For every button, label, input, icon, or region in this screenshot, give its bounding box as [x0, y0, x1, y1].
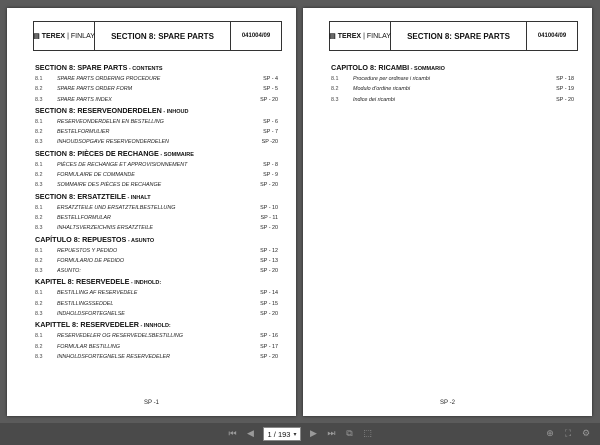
logo-sub-text: FINLAY [366, 32, 391, 40]
toc-section-heading [35, 276, 278, 288]
pdf-page-2 [303, 8, 592, 416]
document-code: 041004/09 [526, 22, 577, 50]
toc-entry-text: BESTILLINGSSEDDEL [57, 300, 114, 307]
toc-entry-page: SP - 19 [556, 86, 574, 93]
page-footer: SP -1 [144, 400, 159, 406]
toc-entry-text: INHOUDSOPGAVE RESERVEONDERDELEN [57, 139, 169, 146]
last-page-icon[interactable]: ⏭ [327, 429, 336, 439]
page-header [329, 21, 578, 51]
terex-logo-icon: ▤ [33, 33, 40, 40]
toc-entry-page: SP - 13 [260, 257, 278, 264]
toc-entry[interactable] [35, 213, 278, 223]
toc-entry-number: 8.3 [331, 96, 339, 103]
toc-entry-page: SP - 14 [260, 290, 278, 297]
document-code: 041004/09 [230, 22, 281, 50]
page-header [33, 21, 282, 51]
toc-entry-text: SPARE PARTS INDEX [57, 96, 112, 103]
fit-page-icon[interactable]: ⧉ [346, 429, 353, 439]
toc-section-title: SECTION 8: PIÈCES DE RECHANGE [35, 148, 159, 158]
toc-entry-text: REPUESTOS Y PEDIDO [57, 247, 118, 254]
toc-entry-page: SP - 18 [556, 76, 574, 82]
toc-entry-text: PIÈCES DE RECHANGE ET APPROVISIONNEMENT [57, 161, 188, 168]
logo-text: TEREX [41, 32, 66, 40]
toc-entry-number: 8.3 [35, 139, 43, 146]
page-number-input[interactable] [263, 427, 302, 441]
toc-entry-page: SP - 9 [263, 172, 278, 179]
fit-width-icon[interactable]: ⬚ [363, 429, 372, 439]
toc-entry[interactable] [35, 299, 278, 309]
table-of-contents [35, 62, 278, 362]
terex-finlay-logo: ▤ TEREX | FINLAY [34, 22, 95, 50]
toc-section-suffix: - ASUNTO [126, 237, 155, 244]
toc-entry[interactable] [35, 127, 278, 137]
toc-entry-page: SP - 20 [260, 353, 278, 360]
toc-entry-page: SP - 11 [260, 214, 278, 221]
toc-entry-page: SP - 12 [260, 247, 278, 254]
toc-entry-page: SP - 10 [260, 204, 278, 211]
toc-entry-text: FORMULAIRE DE COMMANDE [57, 172, 135, 179]
toc-entry[interactable] [35, 95, 278, 105]
toc-entry[interactable] [331, 84, 574, 94]
toc-entry-number: 8.3 [35, 353, 43, 360]
toc-section-suffix: - CONTENTS [127, 66, 163, 72]
toc-entry-text: SPARE PARTS ORDER FORM [57, 86, 133, 93]
toc-entry-page: SP - 17 [260, 343, 278, 350]
toc-entry-page: SP - 8 [263, 161, 278, 168]
toc-section-suffix: - SOMMARIO [409, 66, 445, 72]
toc-entry[interactable] [35, 288, 278, 298]
toc-entry-text: Procedure per ordinare i ricambi [353, 76, 431, 82]
toc-entry-number: 8.1 [35, 333, 43, 340]
toc-entry[interactable] [35, 160, 278, 170]
toc-entry-number: 8.2 [35, 172, 43, 179]
toc-entry[interactable] [35, 84, 278, 94]
section-title: SECTION 8: SPARE PARTS [407, 31, 510, 41]
toc-entry[interactable] [35, 137, 278, 147]
table-of-contents [331, 62, 574, 105]
toc-entry-page: SP - 20 [260, 311, 278, 318]
toc-entry-text: INHALTSVERZEICHNIS ERSATZTEILE [57, 225, 153, 232]
toc-section-title: CAPITOLO 8: RICAMBI [331, 63, 410, 72]
toc-entry-text: SOMMAIRE DES PIÈCES DE RECHANGE [57, 182, 162, 189]
toc-entry-page: SP - 4 [263, 76, 278, 82]
page-footer: SP -2 [440, 400, 455, 406]
toc-entry-text: INDHOLDSFORTEGNELSE [57, 311, 125, 318]
toc-entry-page: SP - 20 [260, 96, 278, 103]
toc-section-heading [331, 62, 574, 74]
prev-page-icon[interactable]: ◀ [247, 429, 254, 439]
toc-entry-text: BESTELFORMULIER [57, 129, 110, 136]
toc-entry-number: 8.1 [35, 76, 43, 82]
toc-entry[interactable] [35, 342, 278, 352]
toc-entry-number: 8.1 [35, 204, 43, 211]
toc-entry-page: SP - 16 [260, 333, 278, 340]
toc-section-heading [35, 148, 278, 160]
zoom-icon[interactable]: ⊕ [546, 429, 554, 439]
toc-entry-number: 8.1 [35, 161, 43, 168]
toc-entry-number: 8.2 [35, 129, 43, 136]
toc-section-heading [35, 62, 278, 74]
toc-entry-number: 8.2 [35, 257, 43, 264]
toc-entry-page: SP - 5 [263, 86, 278, 93]
toc-entry-text: Modulo d'ordine ricambi [353, 86, 411, 93]
terex-finlay-logo: ▤ TEREX | FINLAY [330, 22, 391, 50]
toc-entry-number: 8.3 [35, 268, 43, 275]
toc-entry-number: 8.2 [35, 300, 43, 307]
toc-entry-text: BESTELLFORMULAR [57, 214, 111, 221]
toc-entry-text: FORMULARIO DE PEDIDO [57, 257, 125, 264]
next-page-icon[interactable]: ▶ [310, 429, 317, 439]
toc-entry-page: SP - 7 [263, 129, 278, 136]
toc-entry-page: SP - 20 [260, 182, 278, 189]
settings-icon[interactable]: ⚙ [581, 429, 591, 439]
logo-text: TEREX [337, 32, 362, 40]
toc-entry-page: SP - 20 [260, 225, 278, 232]
toc-entry[interactable] [35, 256, 278, 266]
toc-entry[interactable] [35, 117, 278, 127]
toc-entry-number: 8.3 [35, 311, 43, 318]
pdf-page-1 [7, 8, 296, 416]
toc-section-title: SECTION 8: SPARE PARTS [35, 63, 128, 72]
toc-entry-text: ASUNTO: [57, 268, 81, 275]
toc-entry-page: SP - 20 [260, 268, 278, 275]
toc-section-title: CAPÍTULO 8: REPUESTOS [35, 234, 127, 244]
toc-entry-number: 8.2 [35, 86, 43, 93]
terex-logo-icon: ▤ [329, 33, 336, 40]
toc-entry-number: 8.1 [331, 76, 339, 82]
toc-section-heading [35, 191, 278, 203]
toc-entry-number: 8.1 [35, 247, 43, 254]
toc-entry[interactable] [35, 352, 278, 362]
toc-entry-number: 8.2 [331, 86, 339, 93]
toc-entry-page: SP - 6 [263, 118, 278, 125]
page-number-value[interactable]: 1 / 193 [267, 429, 291, 439]
toc-entry[interactable] [35, 246, 278, 256]
toc-section-title: KAPITEL 8: RESERVEDELE [35, 277, 130, 287]
toc-entry-number: 8.2 [35, 343, 43, 350]
toolbar-right-group [544, 428, 592, 440]
toc-section-suffix: - INHOUD [161, 108, 189, 115]
toc-entry-number: 8.1 [35, 290, 43, 297]
toc-entry-page: SP - 15 [260, 300, 278, 307]
toc-entry[interactable] [35, 170, 278, 180]
toc-entry-text: SPARE PARTS ORDERING PROCEDURE [57, 76, 161, 82]
toc-section-heading [35, 234, 278, 246]
fullscreen-icon[interactable]: ⛶ [564, 429, 572, 439]
toc-section-heading [35, 319, 278, 331]
toc-entry[interactable] [35, 223, 278, 233]
toc-section-title: SECTION 8: RESERVEONDERDELEN [35, 105, 162, 115]
toc-entry-number: 8.3 [35, 96, 43, 103]
toc-entry-text: BESTILLING AF RESERVEDELE [57, 290, 138, 297]
toc-entry-number: 8.2 [35, 214, 43, 221]
logo-sub-text: FINLAY [70, 32, 95, 40]
toc-entry[interactable] [35, 266, 278, 276]
toc-entry[interactable] [331, 95, 574, 105]
toc-section-title: SECTION 8: ERSATZTEILE [35, 191, 126, 201]
toc-entry-number: 8.1 [35, 118, 43, 125]
toc-entry-text: RESERVEONDERDELEN EN BESTELLING [57, 118, 164, 125]
pdf-viewer-toolbar [0, 423, 600, 445]
first-page-icon[interactable]: ⏮ [228, 429, 237, 439]
toc-section-suffix: - INNHOLD: [138, 323, 171, 330]
toc-entry-text: ERSATZTEILE UND ERSATZTEILBESTELLUNG [57, 204, 176, 211]
toc-entry[interactable] [331, 74, 574, 84]
section-title: SECTION 8: SPARE PARTS [111, 31, 214, 41]
toc-entry-text: FORMULAR BESTILLING [57, 343, 120, 350]
toc-entry-text: Indice dei ricambi [353, 96, 395, 103]
toc-section-suffix: - INDHOLD: [129, 280, 162, 287]
toc-entry-text: INNHOLDSFORTEGNELSE RESERVEDELER [57, 353, 171, 360]
toc-entry[interactable] [35, 309, 278, 319]
toc-entry-text: RESERVEDELER OG RESERVEDELSBESTILLING [57, 333, 183, 340]
toc-entry-number: 8.3 [35, 225, 43, 232]
toc-entry-number: 8.3 [35, 182, 43, 189]
toc-entry[interactable] [35, 331, 278, 341]
toc-section-title: KAPITTEL 8: RESERVEDELER [35, 320, 139, 330]
toc-entry[interactable] [35, 74, 278, 84]
dropdown-icon[interactable]: ▾ [293, 431, 297, 438]
toc-section-suffix: - SOMMAIRE [158, 151, 194, 158]
toc-entry[interactable] [35, 203, 278, 213]
toc-entry[interactable] [35, 180, 278, 190]
toc-entry-page: SP - 20 [556, 96, 574, 103]
toc-section-suffix: - INHALT [125, 194, 151, 201]
toc-entry-page: SP -20 [261, 139, 278, 146]
toc-section-heading [35, 105, 278, 117]
